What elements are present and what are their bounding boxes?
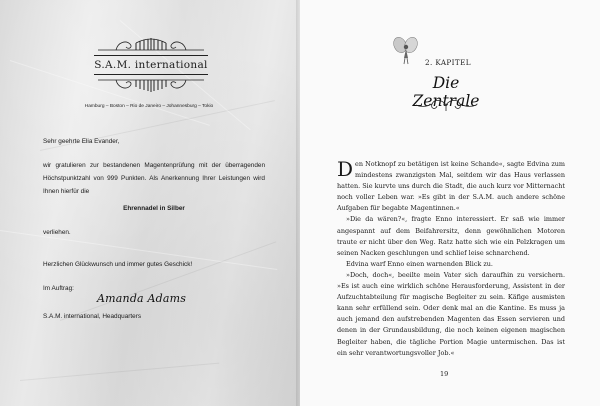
letterhead-title: S.A.M. international: [94, 59, 208, 71]
letter-salutation: Sehr geehrte Elia Evander,: [43, 138, 120, 145]
letter-verliehen: verliehen.: [43, 229, 71, 236]
letterhead-cities: Hamburg – Boston – Rio de Janeiro – Johannesburg – Tokio: [84, 104, 214, 109]
page-number: 19: [440, 370, 449, 378]
letterhead-rule-bottom: [94, 74, 208, 75]
body-paragraph: Edvina warf Enno einen warnenden Blick zu.: [346, 259, 493, 268]
letterhead-rule-top: [94, 55, 208, 56]
body-paragraph: »Die da wären?«, fragte Enno interessiert. Er saß wie immer angespannt auf dem Beifahrersitz, denn gewöhnlichen Motoren traute er nicht über den Weg. Ratz hatte sich wie ein Pelzkragen um seinen Nacken geschlungen und schlief leise schnarchend.: [337, 215, 565, 257]
letter-paragraph: wir gratulieren zur bestandenen Magentenprüfung mit der überragenden Höchstpunktzahl von 999 Punkten. Als Anerkennung Ihrer Leistungen wird Ihnen hierfür die: [43, 162, 265, 195]
chapter-label: 2. KAPITEL: [425, 58, 471, 67]
letterhead-bottom-ornament: [96, 78, 206, 94]
chapter-title: Die Zentrale: [412, 74, 480, 110]
letter-award: Ehrennadel in Silber: [123, 205, 185, 212]
letter-sender: S.A.M. international, Headquarters: [43, 313, 142, 320]
letter-im-auftrag: Im Auftrag:: [43, 285, 74, 292]
letterhead-top-ornament: [96, 36, 206, 52]
drop-cap: D: [337, 157, 354, 181]
body-paragraph-first: [337, 159, 565, 214]
handwritten-signature: Amanda Adams: [97, 292, 187, 305]
chapter-body-text: [337, 159, 565, 359]
first-paragraph-text: en Notknopf zu betätigen ist keine Schande«, sagte Edvina zum mindestens zwanzigsten Mal, seitdem wir das Haus verlassen hatten. Sie kurvte uns durch die Stadt, die auch kurz vor Mitternacht noch voller Leben war. »Es gibt in der S.A.M. auch andere schöne Aufgaben für begabte Magentinnen.«: [337, 160, 565, 213]
body-paragraph: »Doch, doch«, beeilte mein Vater sich daraufhin zu versichern. »Es ist auch eine wirklich schöne Herausforderung, Assistent in der Aufzuchtabteilung für magische Begleiter zu sein. Käfige ausmisten kann sehr erfüllend sein. Oder denk mal an die Kantine. Es muss ja auch jemand den aufstrebenden Magenten das Essen servieren und denen in der Grundausbildung, die noch keinen eigenen magischen Begleiter haben, die tägliche Portion Magie untermischen. Das ist ein sehr verantwortungsvoller Job.«: [337, 270, 565, 357]
fairy-illustration: [393, 36, 419, 66]
letterhead: [90, 36, 212, 94]
letter-closing: Herzlichen Glückwunsch und immer gutes Geschick!: [43, 261, 193, 268]
chapter-ornament: [414, 98, 478, 112]
